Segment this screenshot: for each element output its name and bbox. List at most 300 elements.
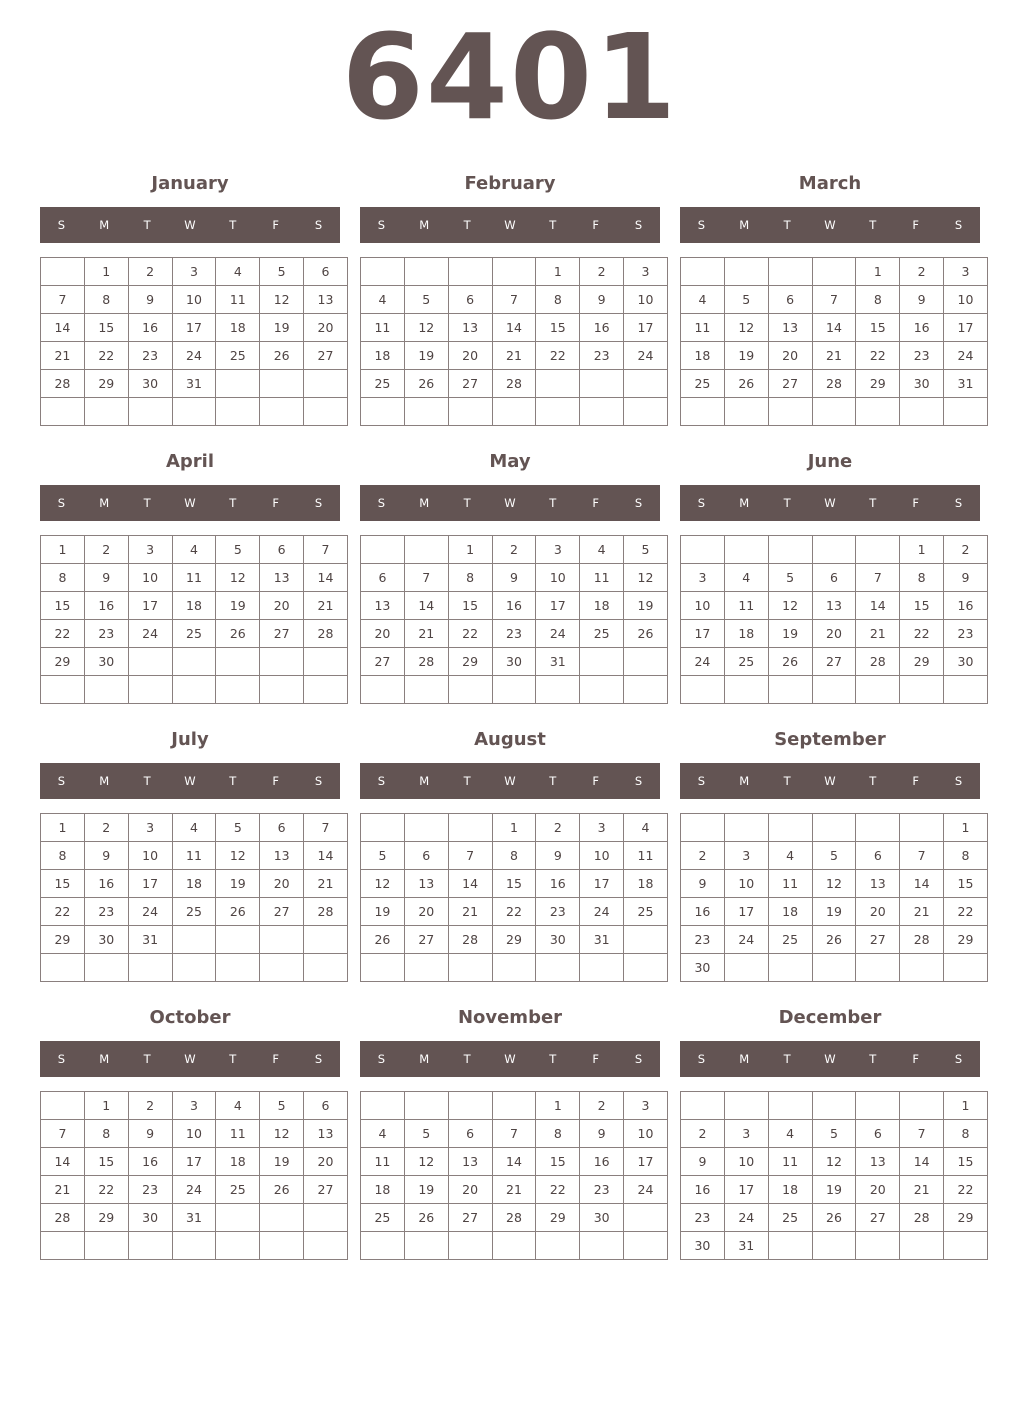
week-row [361, 1148, 668, 1176]
day-cell: 17 [128, 592, 172, 620]
day-cell: 31 [172, 1204, 216, 1232]
day-cell: 6 [448, 1120, 492, 1148]
day-cell: 30 [944, 648, 988, 676]
day-cell: 7 [41, 1120, 85, 1148]
day-cell: 22 [84, 342, 128, 370]
day-cell: 5 [260, 1092, 304, 1120]
weekday-label: W [824, 496, 836, 510]
weekday-label: T [549, 774, 557, 788]
day-cell: 12 [260, 1120, 304, 1148]
weekday-label: S [954, 496, 963, 510]
day-cell: 10 [172, 286, 216, 314]
day-cell: 21 [900, 1176, 944, 1204]
month-name: April [165, 451, 215, 472]
week-row [41, 1092, 348, 1120]
day-cell: 13 [448, 1148, 492, 1176]
day-cell: 17 [624, 314, 668, 342]
day-cell: 16 [681, 1176, 725, 1204]
empty-cell [812, 954, 856, 982]
empty-cell [404, 814, 448, 842]
weekday-label: S [57, 496, 66, 510]
empty-cell [724, 398, 768, 426]
day-cell: 18 [172, 592, 216, 620]
empty-cell [492, 1232, 536, 1260]
day-cell: 23 [84, 620, 128, 648]
day-cell: 29 [492, 926, 536, 954]
day-cell: 27 [448, 370, 492, 398]
day-cell: 6 [812, 564, 856, 592]
day-cell: 28 [856, 648, 900, 676]
week-row [681, 898, 988, 926]
day-cell: 4 [724, 564, 768, 592]
empty-cell [624, 1204, 668, 1232]
week-row [41, 1232, 348, 1260]
weekday-label: S [954, 1052, 963, 1066]
day-cell: 11 [216, 1120, 260, 1148]
month-name: August [474, 729, 546, 750]
weekday-label: S [377, 1052, 386, 1066]
empty-cell [260, 1204, 304, 1232]
day-cell: 30 [128, 370, 172, 398]
day-cell: 27 [304, 342, 348, 370]
weekday-label: W [824, 1052, 836, 1066]
day-cell: 24 [172, 1176, 216, 1204]
day-cell: 10 [724, 870, 768, 898]
week-row [681, 954, 988, 982]
empty-cell [361, 676, 405, 704]
day-cell: 11 [172, 842, 216, 870]
empty-cell [448, 676, 492, 704]
day-cell: 5 [260, 258, 304, 286]
weekday-label: F [592, 774, 599, 788]
day-cell: 19 [404, 1176, 448, 1204]
weekday-label: S [697, 218, 706, 232]
weekday-label: F [272, 496, 279, 510]
empty-cell [812, 536, 856, 564]
empty-cell [361, 954, 405, 982]
empty-cell [172, 648, 216, 676]
day-cell: 10 [681, 592, 725, 620]
empty-cell [260, 1232, 304, 1260]
day-cell: 9 [536, 842, 580, 870]
day-cell: 4 [624, 814, 668, 842]
weekday-label: F [272, 1052, 279, 1066]
empty-cell [536, 954, 580, 982]
week-row [681, 258, 988, 286]
day-cell: 8 [84, 286, 128, 314]
weekday-label: M [419, 1052, 430, 1066]
week-row [361, 1204, 668, 1232]
week-row [681, 1148, 988, 1176]
day-cell: 28 [404, 648, 448, 676]
weekday-label: M [99, 774, 110, 788]
empty-cell [768, 814, 812, 842]
day-cell: 30 [492, 648, 536, 676]
weekday-label: S [954, 774, 963, 788]
day-cell: 4 [768, 1120, 812, 1148]
day-cell: 11 [580, 564, 624, 592]
empty-cell [404, 1232, 448, 1260]
day-cell: 11 [624, 842, 668, 870]
month-name: December [778, 1007, 882, 1028]
day-cell: 7 [900, 1120, 944, 1148]
empty-cell [580, 1232, 624, 1260]
month-name: October [149, 1007, 231, 1028]
empty-cell [724, 1092, 768, 1120]
weekday-label: F [912, 1052, 919, 1066]
day-cell: 15 [41, 870, 85, 898]
day-cell: 17 [681, 620, 725, 648]
day-grid [680, 535, 988, 704]
day-cell: 26 [404, 1204, 448, 1232]
empty-cell [404, 1092, 448, 1120]
day-cell: 30 [681, 1232, 725, 1260]
day-cell: 8 [448, 564, 492, 592]
weekday-label: T [463, 774, 471, 788]
weekday-label: S [634, 218, 643, 232]
day-cell: 28 [41, 370, 85, 398]
day-cell: 3 [724, 842, 768, 870]
day-cell: 17 [724, 1176, 768, 1204]
empty-cell [624, 1232, 668, 1260]
day-cell: 27 [856, 926, 900, 954]
day-cell: 1 [84, 1092, 128, 1120]
day-cell: 19 [624, 592, 668, 620]
weekday-label: T [869, 496, 877, 510]
day-cell: 5 [812, 842, 856, 870]
day-cell: 6 [361, 564, 405, 592]
day-cell: 19 [216, 592, 260, 620]
weekday-header [40, 763, 340, 799]
empty-cell [304, 926, 348, 954]
day-cell: 16 [128, 314, 172, 342]
day-cell: 12 [361, 870, 405, 898]
day-cell: 7 [304, 814, 348, 842]
day-cell: 19 [768, 620, 812, 648]
day-cell: 21 [404, 620, 448, 648]
empty-cell [856, 398, 900, 426]
day-cell: 12 [260, 286, 304, 314]
empty-cell [41, 954, 85, 982]
day-cell: 21 [41, 342, 85, 370]
day-cell: 9 [128, 286, 172, 314]
day-cell: 11 [216, 286, 260, 314]
empty-cell [624, 648, 668, 676]
empty-cell [944, 676, 988, 704]
week-row [41, 926, 348, 954]
day-cell: 8 [856, 286, 900, 314]
day-cell: 9 [128, 1120, 172, 1148]
day-cell: 31 [128, 926, 172, 954]
empty-cell [812, 1232, 856, 1260]
weekday-label: M [99, 218, 110, 232]
weekday-label: S [697, 1052, 706, 1066]
day-cell: 10 [624, 286, 668, 314]
weekday-label: T [463, 218, 471, 232]
day-cell: 31 [172, 370, 216, 398]
day-cell: 25 [216, 342, 260, 370]
day-cell: 2 [900, 258, 944, 286]
day-cell: 13 [856, 870, 900, 898]
day-cell: 29 [944, 926, 988, 954]
year-title: 6401 [341, 8, 679, 146]
weekday-label: W [504, 496, 516, 510]
empty-cell [41, 1092, 85, 1120]
day-cell: 23 [944, 620, 988, 648]
day-cell: 27 [361, 648, 405, 676]
day-cell: 21 [812, 342, 856, 370]
empty-cell [492, 1092, 536, 1120]
day-cell: 28 [41, 1204, 85, 1232]
week-row [361, 258, 668, 286]
week-row [681, 842, 988, 870]
day-cell: 25 [681, 370, 725, 398]
empty-cell [812, 676, 856, 704]
week-row [361, 536, 668, 564]
day-cell: 23 [580, 342, 624, 370]
day-grid [360, 813, 668, 982]
day-cell: 15 [900, 592, 944, 620]
week-row [681, 870, 988, 898]
empty-cell [580, 676, 624, 704]
day-cell: 6 [304, 1092, 348, 1120]
day-cell: 14 [900, 1148, 944, 1176]
day-cell: 18 [361, 342, 405, 370]
day-cell: 7 [900, 842, 944, 870]
day-cell: 6 [856, 842, 900, 870]
day-cell: 14 [41, 1148, 85, 1176]
day-cell: 2 [84, 814, 128, 842]
week-row [41, 1204, 348, 1232]
day-cell: 28 [492, 1204, 536, 1232]
day-cell: 2 [681, 1120, 725, 1148]
weekday-label: W [184, 774, 196, 788]
week-row [681, 1120, 988, 1148]
day-cell: 28 [304, 620, 348, 648]
weekday-label: W [824, 774, 836, 788]
day-cell: 3 [681, 564, 725, 592]
empty-cell [216, 676, 260, 704]
day-cell: 2 [84, 536, 128, 564]
weekday-label: T [783, 774, 791, 788]
day-grid [40, 1091, 348, 1260]
weekday-label: S [57, 218, 66, 232]
day-cell: 14 [812, 314, 856, 342]
day-cell: 20 [304, 314, 348, 342]
weekday-label: S [634, 774, 643, 788]
day-cell: 2 [536, 814, 580, 842]
empty-cell [304, 1232, 348, 1260]
day-cell: 18 [580, 592, 624, 620]
day-cell: 10 [128, 842, 172, 870]
day-cell: 26 [216, 898, 260, 926]
day-cell: 12 [216, 564, 260, 592]
week-row [41, 592, 348, 620]
weekday-header [680, 485, 980, 521]
week-row [41, 314, 348, 342]
day-grid [360, 257, 668, 426]
empty-cell [900, 954, 944, 982]
week-row [41, 1176, 348, 1204]
empty-cell [768, 258, 812, 286]
month-name: September [774, 729, 886, 750]
day-cell: 15 [944, 870, 988, 898]
week-row [41, 842, 348, 870]
week-row [41, 1148, 348, 1176]
weekday-label: W [184, 1052, 196, 1066]
day-cell: 25 [768, 926, 812, 954]
week-row [361, 954, 668, 982]
empty-cell [216, 1204, 260, 1232]
week-row [681, 370, 988, 398]
day-cell: 23 [900, 342, 944, 370]
day-cell: 21 [304, 870, 348, 898]
day-cell: 3 [536, 536, 580, 564]
day-cell: 29 [84, 1204, 128, 1232]
empty-cell [260, 676, 304, 704]
week-row [361, 1092, 668, 1120]
empty-cell [84, 1232, 128, 1260]
day-cell: 16 [84, 870, 128, 898]
day-cell: 14 [304, 564, 348, 592]
day-cell: 24 [536, 620, 580, 648]
weekday-header [680, 207, 980, 243]
day-cell: 8 [944, 842, 988, 870]
empty-cell [768, 536, 812, 564]
day-cell: 7 [448, 842, 492, 870]
day-cell: 28 [304, 898, 348, 926]
day-cell: 24 [724, 926, 768, 954]
week-row [361, 398, 668, 426]
week-row [41, 564, 348, 592]
week-row [361, 870, 668, 898]
day-cell: 1 [448, 536, 492, 564]
empty-cell [944, 954, 988, 982]
empty-cell [492, 398, 536, 426]
day-cell: 14 [900, 870, 944, 898]
day-cell: 30 [84, 648, 128, 676]
day-cell: 1 [944, 814, 988, 842]
day-cell: 31 [580, 926, 624, 954]
week-row [681, 314, 988, 342]
empty-cell [216, 1232, 260, 1260]
day-cell: 20 [260, 592, 304, 620]
empty-cell [624, 926, 668, 954]
day-cell: 21 [41, 1176, 85, 1204]
day-cell: 26 [812, 926, 856, 954]
day-cell: 22 [944, 898, 988, 926]
empty-cell [448, 814, 492, 842]
empty-cell [492, 676, 536, 704]
empty-cell [536, 398, 580, 426]
day-cell: 25 [724, 648, 768, 676]
empty-cell [216, 370, 260, 398]
day-cell: 14 [304, 842, 348, 870]
day-cell: 20 [856, 1176, 900, 1204]
day-cell: 11 [361, 1148, 405, 1176]
week-row [41, 954, 348, 982]
empty-cell [128, 676, 172, 704]
day-cell: 4 [580, 536, 624, 564]
day-cell: 12 [812, 1148, 856, 1176]
empty-cell [624, 398, 668, 426]
week-row [361, 314, 668, 342]
day-cell: 24 [944, 342, 988, 370]
weekday-label: T [229, 496, 237, 510]
day-cell: 16 [580, 314, 624, 342]
empty-cell [172, 954, 216, 982]
day-cell: 25 [624, 898, 668, 926]
day-cell: 3 [128, 536, 172, 564]
day-cell: 21 [492, 342, 536, 370]
weekday-label: T [783, 1052, 791, 1066]
day-cell: 25 [172, 620, 216, 648]
day-cell: 26 [404, 370, 448, 398]
day-cell: 13 [361, 592, 405, 620]
day-cell: 29 [448, 648, 492, 676]
empty-cell [681, 536, 725, 564]
day-cell: 22 [84, 1176, 128, 1204]
day-cell: 26 [724, 370, 768, 398]
week-row [361, 620, 668, 648]
day-cell: 20 [260, 870, 304, 898]
day-cell: 12 [216, 842, 260, 870]
day-cell: 5 [361, 842, 405, 870]
week-row [41, 342, 348, 370]
day-cell: 5 [216, 814, 260, 842]
day-cell: 8 [536, 1120, 580, 1148]
day-cell: 20 [404, 898, 448, 926]
weekday-label: T [229, 218, 237, 232]
empty-cell [724, 258, 768, 286]
weekday-label: T [869, 774, 877, 788]
empty-cell [681, 676, 725, 704]
week-row [681, 648, 988, 676]
day-cell: 7 [41, 286, 85, 314]
day-cell: 19 [216, 870, 260, 898]
week-row [681, 926, 988, 954]
day-cell: 25 [361, 370, 405, 398]
day-cell: 6 [448, 286, 492, 314]
weekday-label: T [463, 496, 471, 510]
week-row [681, 814, 988, 842]
day-cell: 23 [681, 1204, 725, 1232]
day-cell: 4 [361, 1120, 405, 1148]
day-cell: 25 [768, 1204, 812, 1232]
day-cell: 18 [681, 342, 725, 370]
day-grid [680, 1091, 988, 1260]
weekday-label: T [143, 1052, 151, 1066]
empty-cell [768, 1092, 812, 1120]
day-cell: 4 [681, 286, 725, 314]
day-cell: 10 [944, 286, 988, 314]
day-cell: 1 [536, 258, 580, 286]
empty-cell [404, 954, 448, 982]
day-cell: 2 [681, 842, 725, 870]
weekday-label: S [954, 218, 963, 232]
day-cell: 29 [41, 926, 85, 954]
day-cell: 16 [84, 592, 128, 620]
empty-cell [304, 954, 348, 982]
empty-cell [448, 398, 492, 426]
day-cell: 24 [624, 342, 668, 370]
day-cell: 12 [768, 592, 812, 620]
day-cell: 19 [812, 1176, 856, 1204]
day-cell: 23 [681, 926, 725, 954]
day-cell: 27 [448, 1204, 492, 1232]
day-cell: 20 [856, 898, 900, 926]
weekday-label: W [504, 218, 516, 232]
